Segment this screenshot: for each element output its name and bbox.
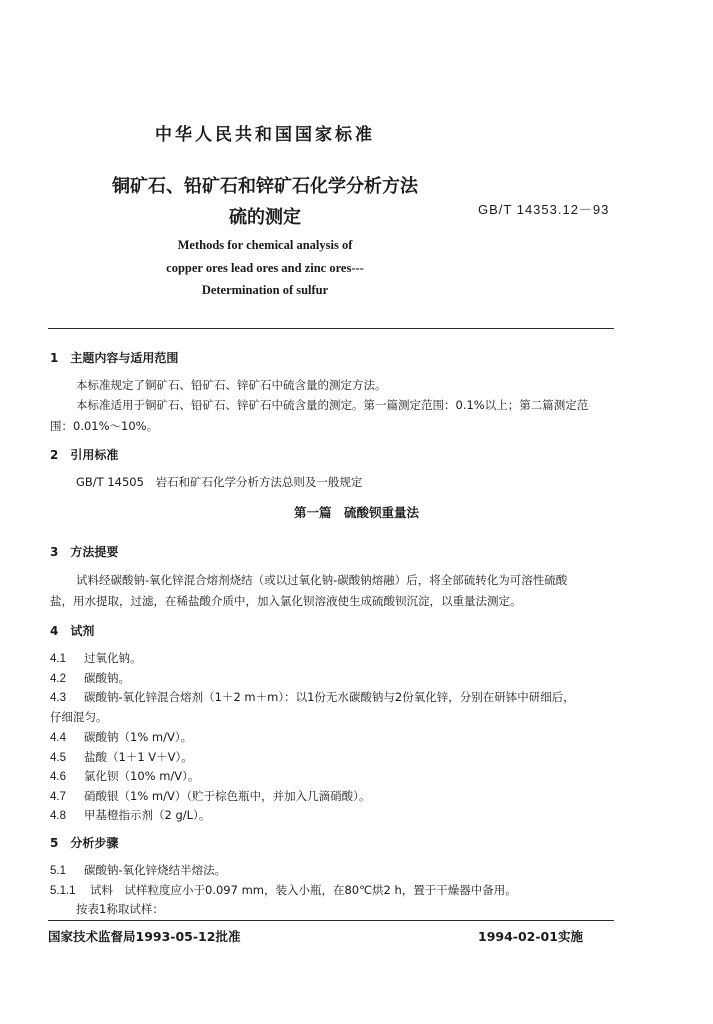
reagent-4-3-continued: 仔细混匀。 xyxy=(50,710,108,724)
step-5-1-1-continued: 按表1称取试样： xyxy=(76,902,164,916)
item-number: 4.4 xyxy=(50,732,66,744)
approval-date: 国家技术监督局1993-05-12批准 xyxy=(48,929,241,944)
reagent-4-3 xyxy=(50,689,575,705)
item-number: 4.1 xyxy=(50,653,66,665)
step-5-1 xyxy=(50,862,226,878)
item-number: 4.6 xyxy=(50,771,66,783)
item-number: 5.1 xyxy=(50,865,66,877)
step-5-1-1 xyxy=(50,882,517,898)
english-title-line-2: copper ores lead ores and zinc ores--- xyxy=(166,261,364,275)
section-1-heading: 1 主题内容与适用范围 xyxy=(50,351,179,365)
section-2-heading: 2 引用标准 xyxy=(50,448,119,462)
part-1-title: 第一篇 硫酸钡重量法 xyxy=(293,505,419,520)
document-title: 铜矿石、铅矿石和锌矿石化学分析方法 xyxy=(112,176,418,197)
item-number: 4.7 xyxy=(50,791,66,803)
item-text: 碳酸钠-氧化锌烧结半熔法。 xyxy=(84,863,227,877)
item-number: 5.1.1 xyxy=(50,885,76,897)
national-standard-heading: 中华人民共和国国家标准 xyxy=(155,125,375,145)
section-3-paragraph-line-1: 试料经碳酸钠-氧化锌混合熔剂烧结（或以过氧化钠-碳酸钠熔融）后，将全部硫转化为可溶性硫酸 xyxy=(76,573,568,587)
section-5-heading: 5 分析步骤 xyxy=(50,836,119,850)
item-text: 硝酸银（1% m/V）（贮于棕色瓶中，并加入几滴硝酸）。 xyxy=(84,789,371,803)
item-text: 盐酸（1＋1 V＋V）。 xyxy=(84,750,193,764)
item-text: 试料 试样粒度应小于0.097 mm，装入小瓶，在80℃烘2 h，置于干燥器中备用。 xyxy=(90,883,517,897)
section-4-heading: 4 试剂 xyxy=(50,624,95,638)
section-3-heading: 3 方法提要 xyxy=(50,545,119,559)
reagent-4-1 xyxy=(50,650,142,666)
reagent-4-6 xyxy=(50,768,199,784)
section-1-paragraph-2-continued: 围：0.01%～10%。 xyxy=(50,419,159,433)
reagent-4-4 xyxy=(50,729,192,745)
section-1-paragraph-2: 本标准适用于铜矿石、铅矿石、锌矿石中硫含量的测定。第一篇测定范围：0.1%以上；第二篇测定范 xyxy=(76,398,589,412)
reagent-4-2 xyxy=(50,670,130,686)
item-text: 过氧化钠。 xyxy=(84,651,142,665)
english-title-line-3: Determination of sulfur xyxy=(201,283,329,297)
item-text: 氯化钡（10% m/V）。 xyxy=(84,769,200,783)
item-text: 碳酸钠。 xyxy=(84,671,130,685)
item-number: 4.3 xyxy=(50,692,66,704)
item-number: 4.5 xyxy=(50,752,66,764)
reagent-4-7 xyxy=(50,788,370,804)
document-subtitle: 硫的测定 xyxy=(229,207,301,228)
section-3-paragraph-line-2: 盐，用水提取，过滤，在稀盐酸介质中，加入氯化钡溶液使生成硫酸钡沉淀，以重量法测定。 xyxy=(50,594,522,608)
item-number: 4.2 xyxy=(50,673,66,685)
reagent-4-5 xyxy=(50,749,193,765)
item-text: 甲基橙指示剂（2 g/L）。 xyxy=(84,808,211,822)
footer-divider xyxy=(48,920,614,921)
implementation-date: 1994-02-01实施 xyxy=(478,929,583,944)
standard-code: GB/T 14353.12－93 xyxy=(478,202,610,217)
section-1-paragraph-1: 本标准规定了铜矿石、铅矿石、锌矿石中硫含量的测定方法。 xyxy=(76,378,387,392)
item-text: 碳酸钠-氧化锌混合熔剂（1＋2 m＋m）：以1份无水碳酸钠与2份氧化锌，分别在研钵中研细后， xyxy=(84,690,575,704)
reagent-4-8 xyxy=(50,807,210,823)
item-text: 碳酸钠（1% m/V）。 xyxy=(84,730,193,744)
normative-reference: GB/T 14505 岩石和矿石化学分析方法总则及一般规定 xyxy=(76,475,363,489)
header-divider xyxy=(48,328,614,329)
english-title-line-1: Methods for chemical analysis of xyxy=(177,238,353,252)
item-number: 4.8 xyxy=(50,810,66,822)
